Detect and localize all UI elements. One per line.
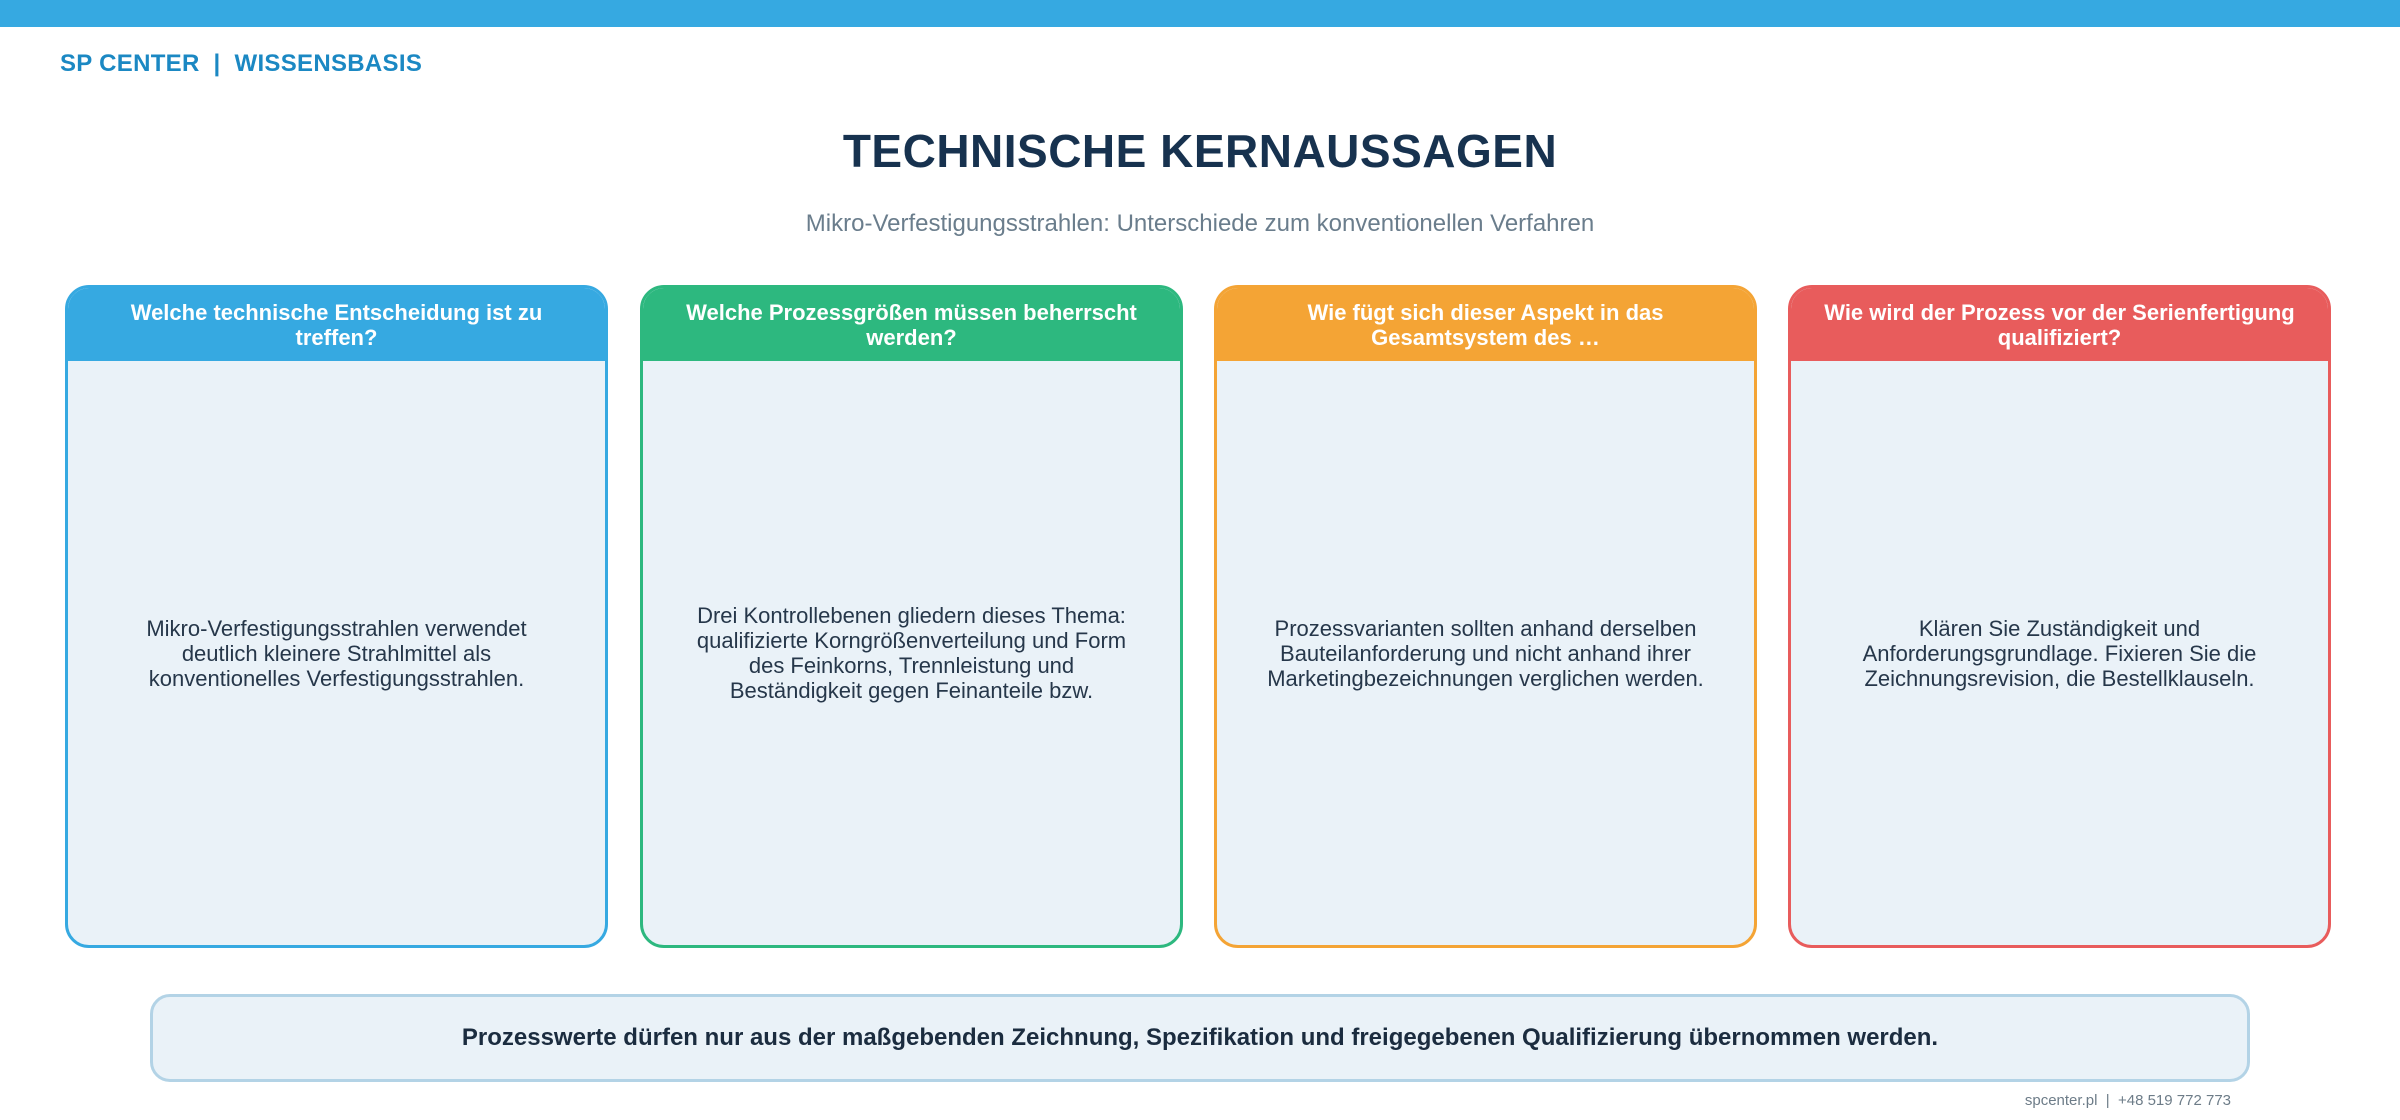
card-header: Welche Prozessgrößen müssen beherrscht werden? <box>643 288 1180 361</box>
card-header: Wie fügt sich dieser Aspekt in das Gesamtsystem des … <box>1217 288 1754 361</box>
brand-label: SP CENTER | WISSENSBASIS <box>60 50 423 77</box>
card-process-variables <box>640 285 1183 948</box>
page-title: TECHNISCHE KERNAUSSAGEN <box>842 125 1558 177</box>
top-accent-bar <box>0 0 2400 27</box>
card-body: Prozessvarianten sollten anhand derselben Bauteilanforderung und nicht anhand ihrer Marketingbezeichnungen verglichen werden. <box>1267 615 1704 691</box>
card-body: Klären Sie Zuständigkeit und Anforderungsgrundlage. Fixieren Sie die Zeichnungsrevision, die Bestellklauseln. <box>1862 615 2257 691</box>
key-statement-callout: Prozesswerte dürfen nur aus der maßgebenden Zeichnung, Spezifikation und freigegebenen Qualifizierung übernommen werden. <box>150 994 2250 1082</box>
card-body: Drei Kontrollebenen gliedern dieses Thema: qualifizierte Korngrößenverteilung und Form des Feinkorns, Trennleistung und Beständigkeit gegen Feinanteile bzw. <box>696 603 1127 703</box>
footer-contact: spcenter.pl | +48 519 772 773 <box>2024 1092 2231 1109</box>
page-subtitle: Mikro-Verfestigungsstrahlen: Unterschiede zum konventionellen Verfahren <box>805 210 1595 237</box>
card-header: Welche technische Entscheidung ist zu treffen? <box>68 288 605 361</box>
card-body: Mikro-Verfestigungsstrahlen verwendet deutlich kleinere Strahlmittel als konventionelles Verfestigungsstrahlen. <box>146 615 527 691</box>
card-system-integration <box>1214 285 1757 948</box>
card-header: Wie wird der Prozess vor der Serienfertigung qualifiziert? <box>1791 288 2328 361</box>
card-decision <box>65 285 608 948</box>
card-qualification <box>1788 285 2331 948</box>
